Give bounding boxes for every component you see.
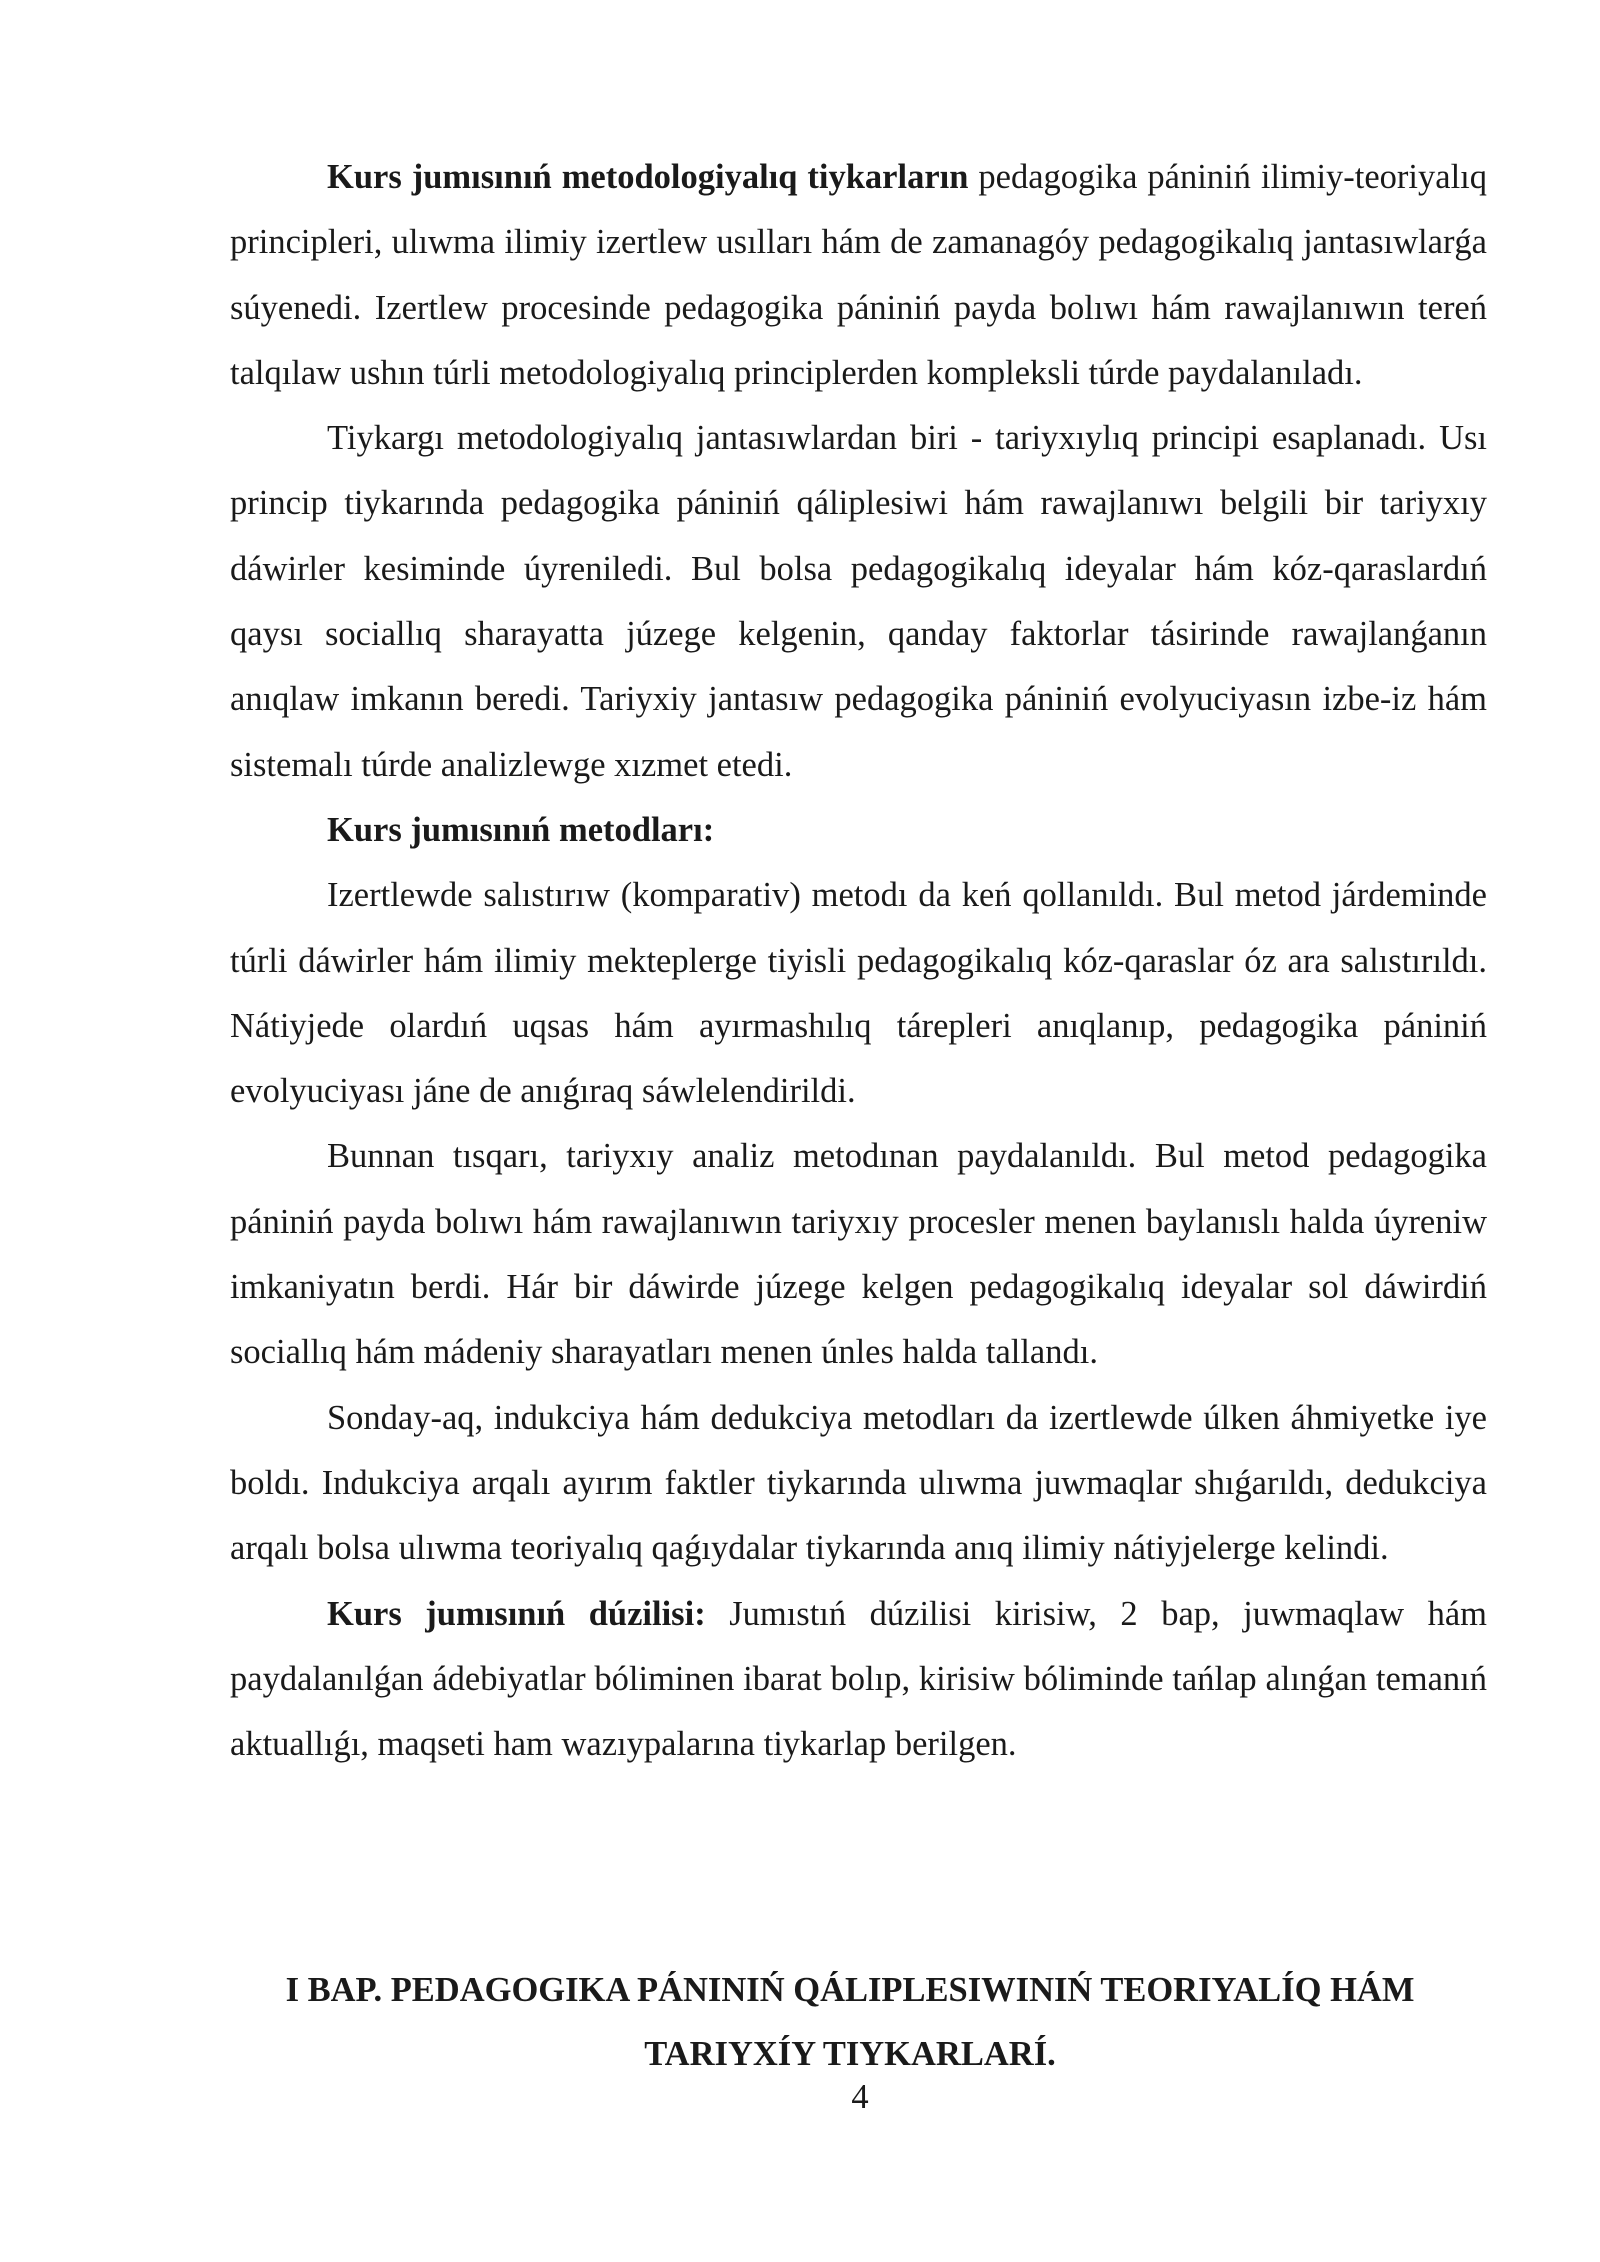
paragraph-text: Bunnan tısqarı, tariyxıy analiz metodınan paydalanıldı. Bul metod pedagogika pániniń payda bolıwı hám rawajlanıwın tariyxıy procesler menen baylanıslı halda úyreniw imkaniyatın berdi. Hár bir dáwirde júzege kelgen pedagogikalıq ideyalar sol dáwirdiń sociallıq hám mádeniy sharayatları menen únles halda tallandı.	[230, 1137, 1487, 1372]
paragraph-lead: Kurs jumısınıń dúzilisi:	[327, 1594, 706, 1633]
paragraph-text: Tiykargı metodologiyalıq jantasıwlardan biri - tariyxıylıq principi esaplanadı. Usı princip tiykarında pedagogika pániniń qáliplesiwi hám rawajlanıwı belgili bir tariyxıy dáwirler kesiminde úyreniledi. Bul bolsa pedagogikalıq ideyalar hám kóz-qaraslardıń qaysı sociallıq sharayatta júzege kelgenin, qanday faktorlar tásirinde rawajlanǵanın anıqlaw imkanın beredi. Tariyxiy jantasıw pedagogika pániniń evolyuciyasın izbe-iz hám sistemalı túrde analizlewge xızmet etedi.	[230, 419, 1487, 784]
page-number: 4	[851, 2078, 869, 2116]
paragraph-methodological-basis	[230, 145, 1487, 406]
paragraph-lead: Kurs jumısınıń metodları:	[327, 810, 715, 849]
paragraph-lead: Kurs jumısınıń metodologiyalıq tiykarların	[327, 158, 969, 196]
paragraph-text: Izertlewde salıstırıw (komparativ) metodı da keń qollanıldı. Bul metod járdeminde túrli dáwirler hám ilimiy mekteplerge tiyisli pedagogikalıq kóz-qaraslar óz ara salıstırıldı. Nátiyjede olardıń uqsas hám ayırmashılıq tárepleri anıqlanıp, pedagogika pániniń evolyuciyası jáne de anıǵıraq sáwlelendirildi.	[230, 876, 1487, 1111]
paragraph-text: pedagogika pániniń ilimiy-teoriyalıq principleri, ulıwma ilimiy izertlew usılları hám de zamanagóy pedagogikalıq jantasıwlarǵa súyenedi. Izertlew procesinde pedagogika pániniń payda bolıwı hám rawajlanıwın tereń talqılaw ushın túrli metodologiyalıq principlerden kompleksli túrde paydalanıladı.	[230, 158, 1487, 392]
paragraph-historical-principle	[230, 406, 1487, 798]
paragraph-methods-heading	[230, 798, 1487, 863]
paragraph-text: Jumıstıń dúzilisi kirisiw, 2 bap, juwmaqlaw hám paydalanılǵan ádebiyatlar bóliminen ibarat bolıp, kirisiw bóliminde tańlap alınǵan temanıń aktuallıǵı, maqseti ham wazıypalarına tiykarlap berilgen.	[230, 1594, 1487, 1764]
paragraph-comparative-method	[230, 863, 1487, 1124]
paragraph-historical-analysis	[230, 1124, 1487, 1385]
chapter-heading-line-2: TARIYXÍY TIYKARLARÍ.	[644, 2035, 1056, 2073]
paragraph-text: Sonday-aq, indukciya hám dedukciya metodları da izertlewde úlken áhmiyetke iye boldı. Indukciya arqalı ayırım faktler tiykarında ulıwma juwmaqlar shıǵarıldı, dedukciya arqalı bolsa ulıwma teoriyalıq qaǵıydalar tiykarında anıq ilimiy nátiyjelerge kelindi.	[230, 1398, 1487, 1568]
paragraph-structure	[230, 1582, 1487, 1778]
paragraph-induction-deduction	[230, 1386, 1487, 1582]
chapter-heading-line-1: I BAP. PEDAGOGIKA PÁNINIŃ QÁLIPLESIWINIŃ TEORIYALÍQ HÁM	[285, 1971, 1415, 2009]
chapter-heading	[200, 1958, 1500, 2086]
document-body	[230, 145, 1487, 1777]
